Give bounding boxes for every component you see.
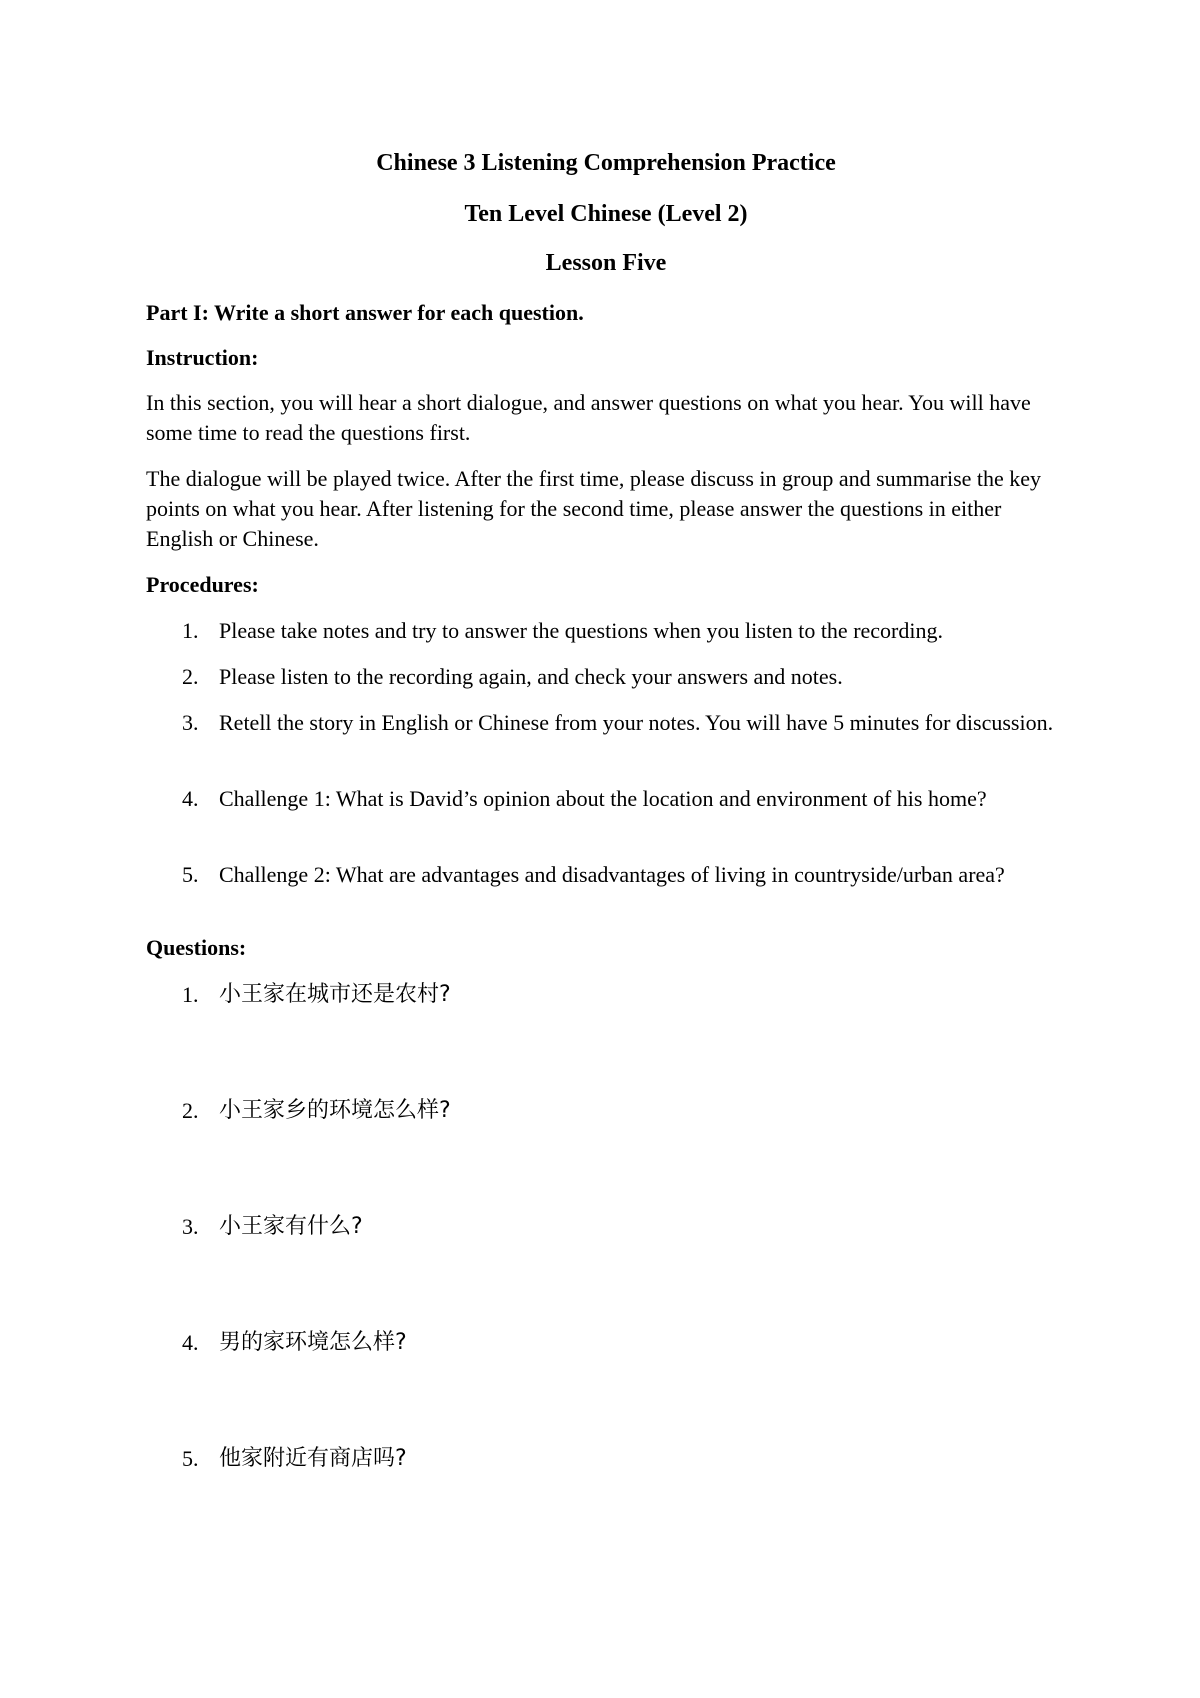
procedure-text: Please listen to the recording again, and check your answers and notes.: [219, 664, 843, 689]
list-number: 1.: [182, 982, 199, 1007]
document-subtitle: Ten Level Chinese (Level 2): [464, 201, 748, 227]
procedure-text: Challenge 1: What is David’s opinion about the location and environment of his home?: [219, 786, 987, 811]
list-number: 3.: [182, 1214, 199, 1239]
procedure-text: Please take notes and try to answer the questions when you listen to the recording.: [219, 618, 943, 643]
part-heading: Part I: Write a short answer for each question.: [146, 300, 584, 325]
list-number: 4.: [182, 786, 199, 811]
document-title: Chinese 3 Listening Comprehension Practice: [376, 150, 836, 176]
list-number: 5.: [182, 1446, 199, 1471]
questions-heading: Questions:: [146, 935, 247, 960]
document-page: [146, 0, 1066, 1698]
question-text: 他家附近有商店吗?: [219, 1446, 407, 1471]
list-number: 3.: [182, 710, 199, 735]
instruction-heading: Instruction:: [146, 345, 259, 370]
question-text: 小王家在城市还是农村?: [219, 982, 451, 1007]
question-text: 小王家乡的环境怎么样?: [219, 1098, 451, 1123]
procedure-text: Retell the story in English or Chinese from your notes. You will have 5 minutes for discussion.: [219, 710, 1054, 735]
instruction-paragraph: In this section, you will hear a short dialogue, and answer questions on what you hear. You will have some time to read the questions first.: [146, 390, 1031, 445]
list-number: 2.: [182, 1098, 199, 1123]
lesson-title: Lesson Five: [545, 250, 667, 276]
procedures-heading: Procedures:: [146, 572, 259, 597]
list-number: 5.: [182, 862, 199, 887]
list-number: 2.: [182, 664, 199, 689]
question-text: 男的家环境怎么样?: [219, 1330, 407, 1355]
question-text: 小王家有什么?: [219, 1214, 363, 1239]
instruction-paragraph: The dialogue will be played twice. After the first time, please discuss in group and summarise the key points on what you hear. After listening for the second time, please answer the questions in either English or Chinese.: [146, 466, 1042, 551]
list-number: 1.: [182, 618, 199, 643]
procedure-text: Challenge 2: What are advantages and disadvantages of living in countryside/urban area?: [219, 862, 1005, 887]
list-number: 4.: [182, 1330, 199, 1355]
